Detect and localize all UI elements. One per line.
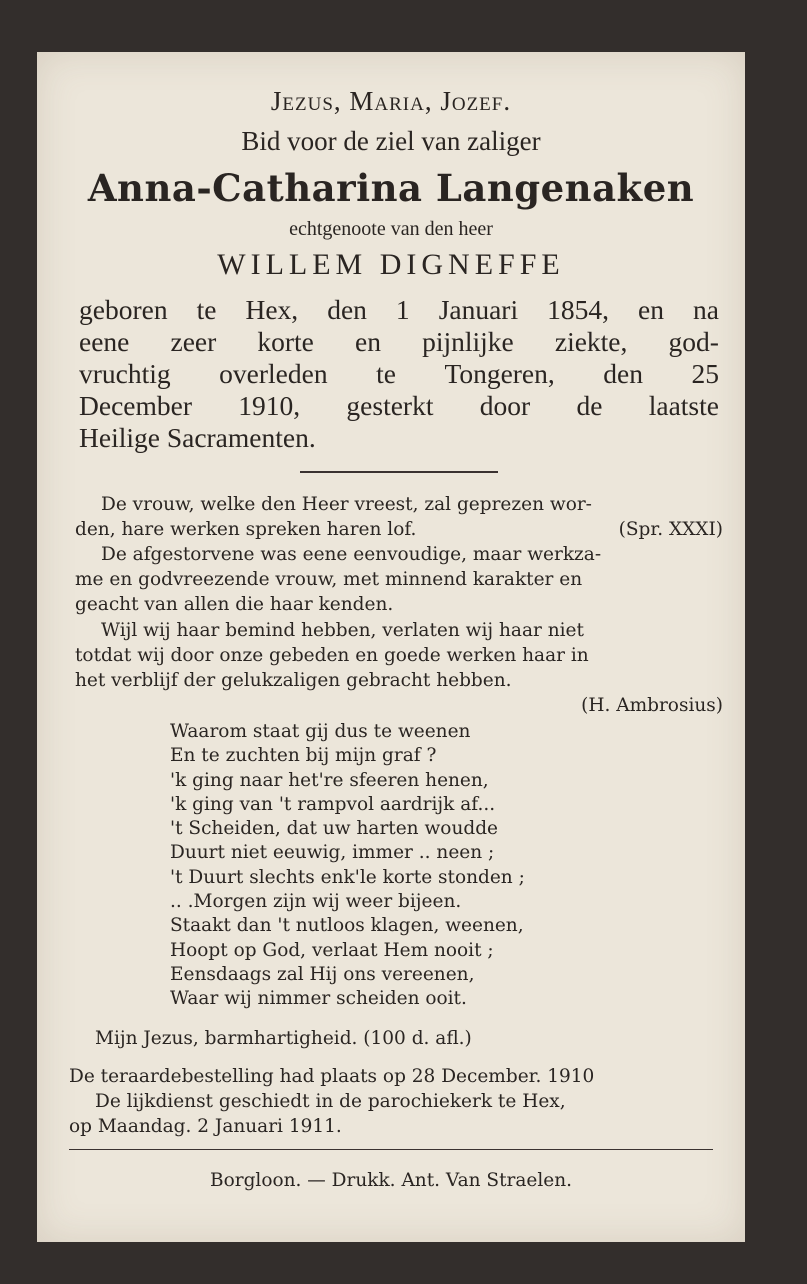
bio-line-5: Heilige Sacramenten. <box>79 422 316 453</box>
spouse-name: WILLEM DIGNEFFE <box>217 248 565 281</box>
biography <box>79 294 719 454</box>
quote-proverbs: De vrouw, welke den Heer vreest, zal geprezen wor- den, hare werken spreken haren lof. (Spr. XXXI) <box>75 494 723 540</box>
printer-imprint: Borgloon. — Drukk. Ant. Van Straelen. <box>210 1170 572 1191</box>
bio-line-3: vruchtig overleden te Tongeren, den 25 <box>79 358 719 389</box>
bio-line-1: geboren te Hex, den 1 Januari 1854, en na <box>79 294 719 325</box>
burial-notice: De teraardebestelling had plaats op 28 December. 1910 <box>69 1066 595 1087</box>
deceased-name: Anna-Catharina Langenaken <box>87 166 695 210</box>
quote-ambrosius: Wijl wij haar bemind hebben, verlaten wij haar niet totdat wij door onze gebeden en goede werken haar in het verblijf der gelukzaligen gebracht hebben. (H. Ambrosius) <box>75 620 723 716</box>
spouse-intro: echtgenoote van den heer <box>289 218 493 240</box>
invocation: Jezus, Maria, Jozef. <box>270 86 512 116</box>
prayer-line: Bid voor de ziel van zaliger <box>241 126 541 156</box>
divider <box>300 471 498 473</box>
paragraph-character: De afgestorvene was eene eenvoudige, maar werkza- me en godvreezende vrouw, met minnend karakter en geacht van allen die haar kenden. <box>75 544 602 615</box>
quote-ambrosius-ref: (H. Ambrosius) <box>581 695 723 716</box>
service-notice-line2: op Maandag. 2 Januari 1911. <box>69 1116 342 1137</box>
indulgence-prayer: Mijn Jezus, barmhartigheid. (100 d. afl.) <box>95 1028 472 1049</box>
bio-line-2: eene zeer korte en pijnlijke ziekte, god- <box>79 326 719 357</box>
card-paper <box>37 52 745 1242</box>
bio-line-4: December 1910, gesterkt door de laatste <box>79 390 719 421</box>
poem: Waarom staat gij dus te weenen En te zuchten bij mijn graf ? 'k ging naar het're sfeeren henen, 'k ging van 't rampvol aardrijk af... 't Scheiden, dat uw harten woudde Duurt niet eeuwig, immer .. neen ; 't Duurt slechts enk'le korte stonden ; .. .Morgen zijn wij weer bijeen. Staakt dan 't nutloos klagen, weenen, Hoopt op God, verlaat Hem nooit ; Eensdaags zal Hij ons vereenen, Waar wij nimmer scheiden ooit. <box>170 721 525 1010</box>
service-notice-line1: De lijkdienst geschiedt in de parochiekerk te Hex, <box>95 1091 566 1112</box>
footer-divider <box>69 1149 713 1150</box>
